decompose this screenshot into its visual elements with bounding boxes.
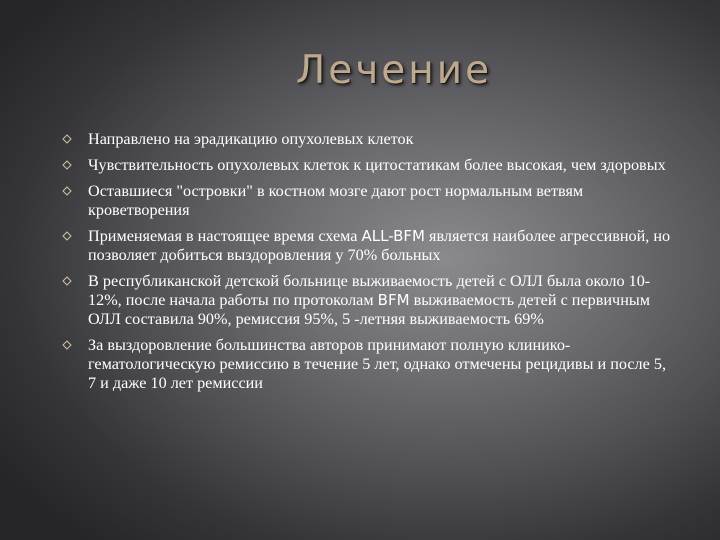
diamond-outline-icon: [62, 340, 72, 350]
bullet-text: Направлено на эрадикацию опухолевых клеток: [88, 130, 414, 148]
bullet-text-protocol: ALL-BFM: [361, 227, 425, 245]
bullet-text: В республиканской детской больнице выживаемость детей с ОЛЛ была около 10-12%, после начала работы по протоколам: [88, 272, 651, 309]
bullet-text: Оставшиеся "островки" в костном мозге дают рост нормальным ветвям кроветворения: [88, 182, 584, 219]
bullet-item-6: [62, 336, 672, 393]
bullet-item-1: [62, 130, 672, 149]
bullet-text: Применяемая в настоящее время схема: [88, 227, 362, 245]
bullet-text: выживаемость детей с первичным ОЛЛ составила 90%, ремиссия 95%, 5 -летняя выживаемость 69%: [88, 291, 650, 328]
bullet-text-protocol: BFM: [377, 291, 410, 309]
diamond-outline-icon: [62, 276, 72, 286]
bullet-item-5: [62, 272, 672, 329]
bullet-item-3: [62, 182, 672, 220]
bullet-text: является наиболее агрессивной, но позволяет добиться выздоровления у 70% больных: [88, 227, 671, 264]
bullet-text: Чувствительность опухолевых клеток к цитостатикам более высокая, чем здоровых: [88, 156, 666, 174]
bullet-text: За выздоровление большинства авторов принимают полную клинико-гематологическую ремиссию в течение 5 лет, однако отмечены рецидивы и после 5, 7 и даже 10 лет ремиссии: [88, 336, 667, 392]
diamond-outline-icon: [62, 231, 72, 241]
diamond-outline-icon: [62, 134, 72, 144]
diamond-outline-icon: [62, 186, 72, 196]
slide-title: Лечение: [295, 48, 493, 93]
bullet-item-4: [62, 227, 672, 265]
bullet-item-2: [62, 156, 672, 175]
diamond-outline-icon: [62, 160, 72, 170]
bullet-list: [62, 130, 672, 400]
title-area: [0, 48, 720, 93]
